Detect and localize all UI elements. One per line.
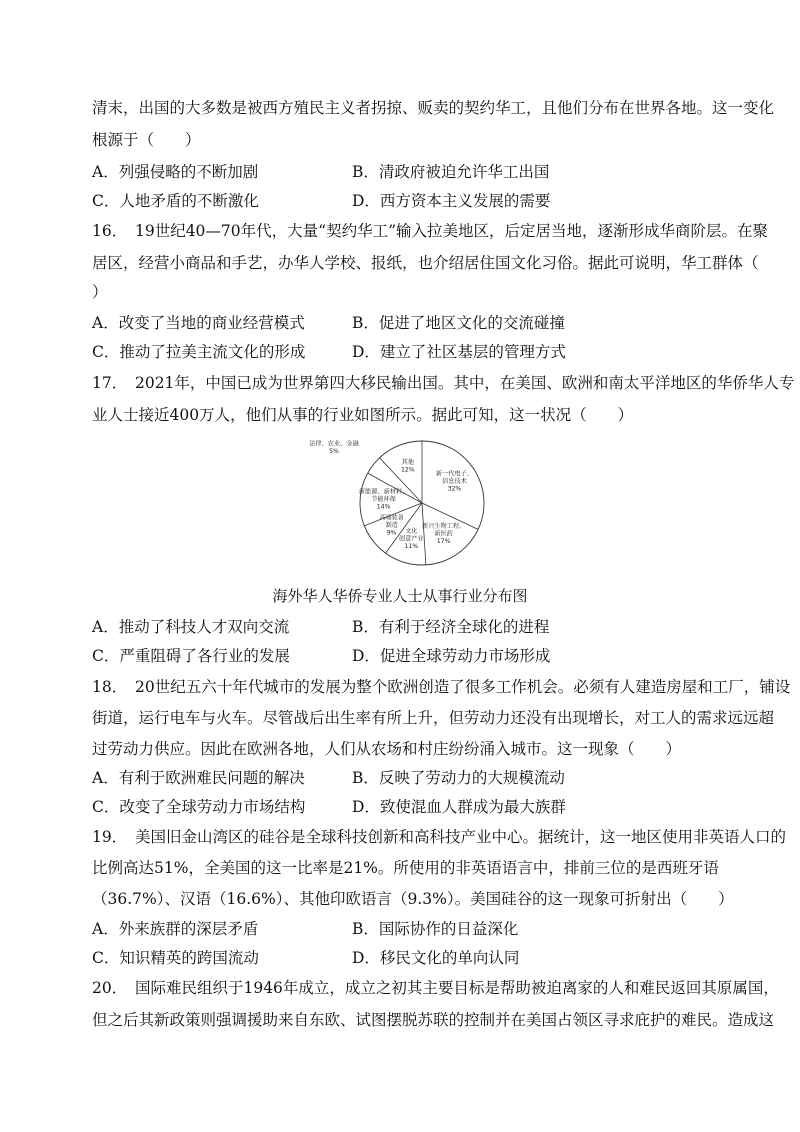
q15-stem-line2: 根源于（ ） bbox=[92, 131, 201, 149]
pie-slice-label: 法律、农业、金融 5% bbox=[309, 440, 359, 455]
q19-stem-line3: （36.7%）、汉语（16.6%）、其他印欧语言（9.3%）。美国硅谷的这一现象可折射出（ ） bbox=[92, 890, 734, 908]
pie-slice-label: 新兴生物工程、新医药 17% bbox=[421, 522, 466, 545]
q15-option-a: A．列强侵略的不断加剧 bbox=[92, 163, 259, 181]
q18-stem-line2: 街道，运行电车与火车。尽管战后出生率有所上升，但劳动力还没有出现增长，对工人的需求远远超 bbox=[92, 709, 775, 727]
q19-option-b: B．国际协作的日益深化 bbox=[352, 920, 519, 938]
q17-option-c: C．严重阻碍了各行业的发展 bbox=[92, 647, 290, 665]
q19-stem-line2: 比例高达51%，全美国的这一比率是21%。所使用的非英语语言中，排前三位的是西班牙语 bbox=[92, 859, 719, 877]
q18-option-a: A．有利于欧洲难民问题的解决 bbox=[92, 769, 305, 787]
q19-stem-line1: 19． 美国旧金山湾区的硅谷是全球科技创新和高科技产业中心。据统计，这一地区使用非英语人口的 bbox=[92, 828, 786, 846]
q17-stem-line1: 17． 2021年，中国已成为世界第四大移民输出国。其中，在美国、欧洲和南太平洋地区的华侨华人专 bbox=[92, 374, 795, 392]
q18-option-d: D．致使混血人群成为最大族群 bbox=[352, 798, 566, 816]
q16-option-a: A．改变了当地的商业经营模式 bbox=[92, 314, 305, 332]
q16-stem-line2: 居区，经营小商品和手艺，办华人学校、报纸，也介绍居住国文化习俗。据此可说明，华工群体（ bbox=[92, 254, 759, 272]
q15-option-b: B．清政府被迫允许华工出国 bbox=[352, 163, 550, 181]
q16-option-c: C．推动了拉美主流文化的形成 bbox=[92, 343, 306, 361]
q18-option-c: C．改变了全球劳动力市场结构 bbox=[92, 798, 306, 816]
q15-option-d: D．西方资本主义发展的需要 bbox=[352, 192, 551, 210]
q17-stem-line2: 业人士接近400万人，他们从事的行业如图所示。据此可知，这一状况（ ） bbox=[92, 406, 634, 424]
pie-slice-label: 高端装备制造 9% bbox=[379, 514, 405, 537]
q18-stem-line3: 过劳动力供应。因此在欧洲各地，人们从农场和村庄纷纷涌入城市。这一现象（ ） bbox=[92, 740, 682, 758]
q17-option-b: B．有利于经济全球化的进程 bbox=[352, 618, 550, 636]
q17-option-d: D．促进全球劳动力市场形成 bbox=[352, 647, 551, 665]
q18-option-b: B．反映了劳动力的大规模流动 bbox=[352, 769, 565, 787]
industry-pie-chart bbox=[300, 433, 510, 573]
q15-stem-line1: 清末，出国的大多数是被西方殖民主义者拐掠、贩卖的契约华工，且他们分布在世界各地。这一变化 bbox=[92, 99, 775, 117]
pie-chart-caption: 海外华人华侨专业人士从事行业分布图 bbox=[272, 587, 528, 605]
q16-option-d: D．建立了社区基层的管理方式 bbox=[352, 343, 566, 361]
q18-stem-line1: 18． 20世纪五六十年代城市的发展为整个欧洲创造了很多工作机会。必须有人建造房屋和工厂，铺设 bbox=[92, 678, 791, 696]
q15-option-c: C．人地矛盾的不断激化 bbox=[92, 192, 259, 210]
q19-option-d: D．移民文化的单向认同 bbox=[352, 949, 520, 967]
pie-slice-label: 新能源、新材料、节能环保 14% bbox=[358, 488, 409, 511]
pie-slice-label: 新一代电子、信息技术 32% bbox=[435, 470, 474, 493]
q16-option-b: B．促进了地区文化的交流碰撞 bbox=[352, 314, 565, 332]
pie-slice-label: 其他 12% bbox=[400, 458, 415, 474]
q19-option-a: A．外来族群的深层矛盾 bbox=[92, 920, 259, 938]
q20-stem-line2: 但之后其新政策则强调援助来自东欧、试图摆脱苏联的控制并在美国占领区寻求庇护的难民。造成这 bbox=[92, 1011, 775, 1029]
pie-slice-label: 文化创意产业 11% bbox=[398, 527, 424, 550]
q16-stem-line3: ） bbox=[92, 283, 108, 301]
q17-option-a: A．推动了科技人才双向交流 bbox=[92, 618, 290, 636]
q16-stem-line1: 16． 19世纪40—70年代，大量“契约华工”输入拉美地区，后定居当地，逐渐形成华商阶层。在聚 bbox=[92, 222, 768, 240]
q20-stem-line1: 20． 国际难民组织于1946年成立，成立之初其主要目标是帮助被迫离家的人和难民返回其原属国， bbox=[92, 979, 779, 997]
q19-option-c: C．知识精英的跨国流动 bbox=[92, 949, 259, 967]
